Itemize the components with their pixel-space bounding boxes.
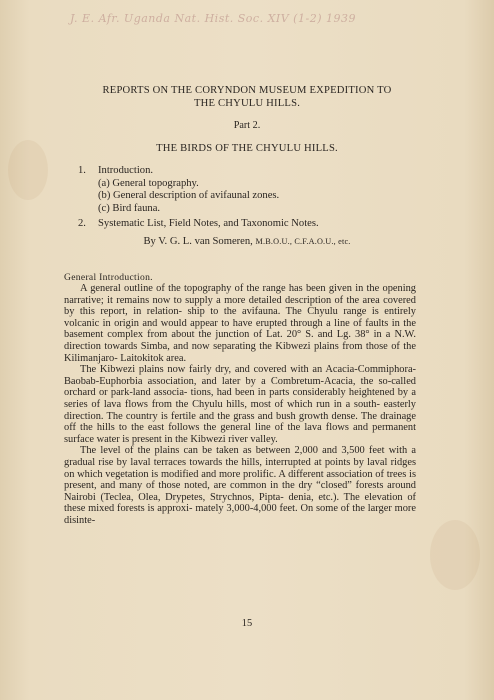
paragraph [64,364,416,445]
text-line: present in the Kibwezi river valley. [131,433,278,445]
author-degrees: M.B.O.U., C.F.A.O.U., etc. [255,237,351,246]
toc-subitem: (c) Bird fauna. [98,202,161,214]
text-line: separating the Kibwezi plains from those of the Kilimanjaro- [64,340,416,364]
text-line: The Kibwezi plains now fairly dry, and covered with an [80,364,323,376]
article-title [40,84,454,110]
text-line: Laitokitok area. [120,352,187,364]
paragraph [64,445,416,526]
table-of-contents [78,165,319,231]
text-line: given in the opening narrative; it remains now to supply a more [64,283,416,306]
text-line: interrupted at points by laval ridges on which vegetation is [64,456,417,480]
text-line: forests around Nairobi (Teclea, Olea, Drypetes, Strychnos, Pipta- [64,480,416,503]
text-line: ship to the avifauna. The Chyulu range is entirely volcanic in [64,306,416,329]
text-line: The level of the plains can be taken as between 2,000 and [80,445,338,457]
author-line [40,236,454,247]
toc-subitem: (a) General topography. [98,177,199,189]
text-line: origin and would appear to have erupted through a line of faults [114,317,389,329]
section-heading: General Introduction. [64,272,153,283]
toc-text: Systematic List, Field Notes, and Taxonomic Notes. [98,218,319,229]
text-line: lava flows from the Chyulu hills, most of which run in a south- [103,398,380,410]
toc-item [78,165,319,178]
author-name: By V. G. L. van Someren, [143,236,253,247]
text-line: mately 3,000-4,000 feet. On some of the larger more disinte- [64,503,417,526]
toc-item [78,218,319,231]
text-line: Acacia-Commiphora-Baobab-Euphorbia association, and later by [64,364,417,387]
paper-stain [430,520,480,590]
toc-text: Introduction. [98,165,154,176]
text-line: easterly direction. The country is fertile and the grass and bush [64,398,416,422]
text-line: A general outline of the topography of the range has been [80,283,326,294]
page-number: 15 [241,618,253,629]
text-line: modified and more prolific. A different association of trees is [160,468,416,480]
handwritten-annotation: J. E. Afr. Uganda Nat. Hist. Soc. XIV (1-2) 1939 [70,12,356,25]
body-text [64,283,416,526]
text-line: a Combretum-Acacia, the so-called orchard or park-land associa- [64,375,416,399]
text-line: growth dense. The drainage off the hills to the east follows the [64,410,416,434]
text-line: 3,500 feet with a gradual rise by laval terraces towards the hills, [64,445,416,468]
text-line: present, and many of those noted, are common in the dry “closed” [64,480,352,492]
part-label: Part 2. [233,120,261,131]
toc-number: 1. [78,165,86,176]
text-line: detailed description of the area covered by this report, in relation- [64,294,416,318]
toc-subitem: (b) General description of avifaunal zones. [98,190,280,201]
article-subtitle: THE BIRDS OF THE CHYULU HILLS. [156,143,338,154]
toc-number: 2. [78,218,86,229]
text-line: general line of the lava flows and permanent surface water is [64,422,416,445]
text-line: tions, had been in parts considerably heightened by a series of [64,387,416,410]
text-line: in the basement complex from about the junction of Lat. 20° S. [64,317,416,341]
text-line: and Lg. 38° in a N.W. direction towards Simba, and now [64,329,416,352]
title-line: REPORTS ON THE CORYNDON MUSEUM EXPEDITION TO [102,85,392,96]
text-line: denia, etc.). The elevation of these mixed forests is approxi- [64,491,416,515]
paragraph [64,283,416,364]
title-line: THE CHYULU HILLS. [193,98,301,109]
